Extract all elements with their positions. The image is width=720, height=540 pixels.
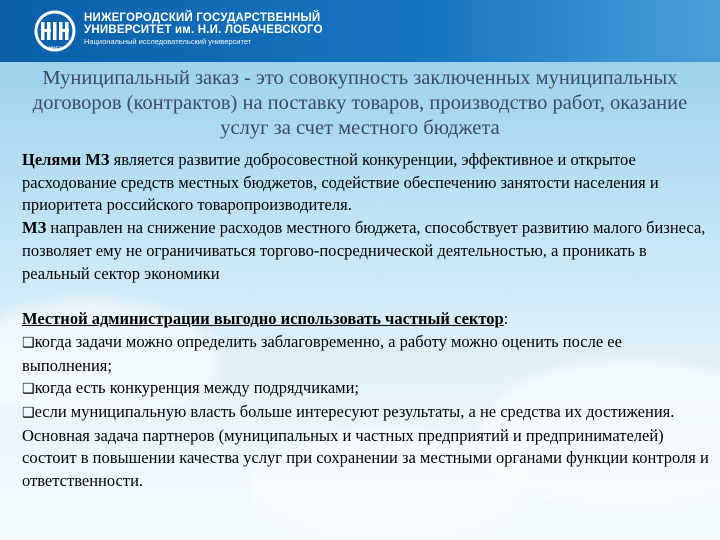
private-sector-colon: : xyxy=(503,309,509,329)
slide-body xyxy=(22,149,712,493)
university-header xyxy=(0,0,720,62)
bullet-text: если муниципальную власть больше интересуют результаты, а не средства их достижения. xyxy=(34,402,675,422)
checkbox-bullet-icon: ❑ xyxy=(22,405,35,422)
bullet-item xyxy=(22,331,712,377)
goals-text: является развитие добросовестной конкуренции, эффективное и открытое расходование средств местных бюджетов, содействие обеспечению занятости населения и приоритета российского товаропроизводителя. xyxy=(22,150,659,215)
bullet-item xyxy=(22,377,712,401)
bullet-item xyxy=(22,401,712,425)
university-name xyxy=(84,12,323,46)
bullet-text: когда задачи можно определить заблаговременно, а работу можно оценить после ее выполнения; xyxy=(22,331,622,375)
logo-text: ННГУ xyxy=(48,46,62,52)
spacer xyxy=(22,285,712,308)
paragraph-main-task: Основная задача партнеров (муниципальных и частных предприятий и предпринимателей) состоит в повышении качества услуг при сохранении за местными органами функции контроля и ответственности. xyxy=(22,425,709,491)
bullet-text: когда есть конкуренция между подрядчиками; xyxy=(34,378,360,398)
university-subtitle: Национальный исследовательский университет xyxy=(84,37,252,47)
checkbox-bullet-icon: ❑ xyxy=(22,381,35,398)
goals-label: Целями МЗ xyxy=(22,150,110,169)
university-name-line1: НИЖЕГОРОДСКИЙ ГОСУДАРСТВЕННЫЙ xyxy=(84,12,321,24)
slide-title: Муниципальный заказ - это совокупность заключенных муниципальных договоров (контрактов) на поставку товаров, производство работ, оказание услуг за счет местного бюджета xyxy=(32,67,688,139)
university-name-line2: УНИВЕРСИТЕТ им. Н.И. ЛОБАЧЕВСКОГО xyxy=(84,24,323,37)
checkbox-bullet-icon: ❑ xyxy=(22,334,35,351)
paragraph-purpose xyxy=(22,217,712,285)
private-sector-heading: Местной администрации выгодно использовать частный сектор xyxy=(22,309,504,329)
purpose-text: направлен на снижение расходов местного бюджета, способствует развитию малого бизнеса, позволяет ему не ограничиваться торгово-посреднической деятельностью, а проникать в реальный сектор экономики xyxy=(22,218,706,283)
university-logo-icon xyxy=(32,8,78,54)
mz-label: МЗ xyxy=(22,218,47,238)
paragraph-private-sector xyxy=(22,308,712,331)
paragraph-goals xyxy=(22,149,712,217)
